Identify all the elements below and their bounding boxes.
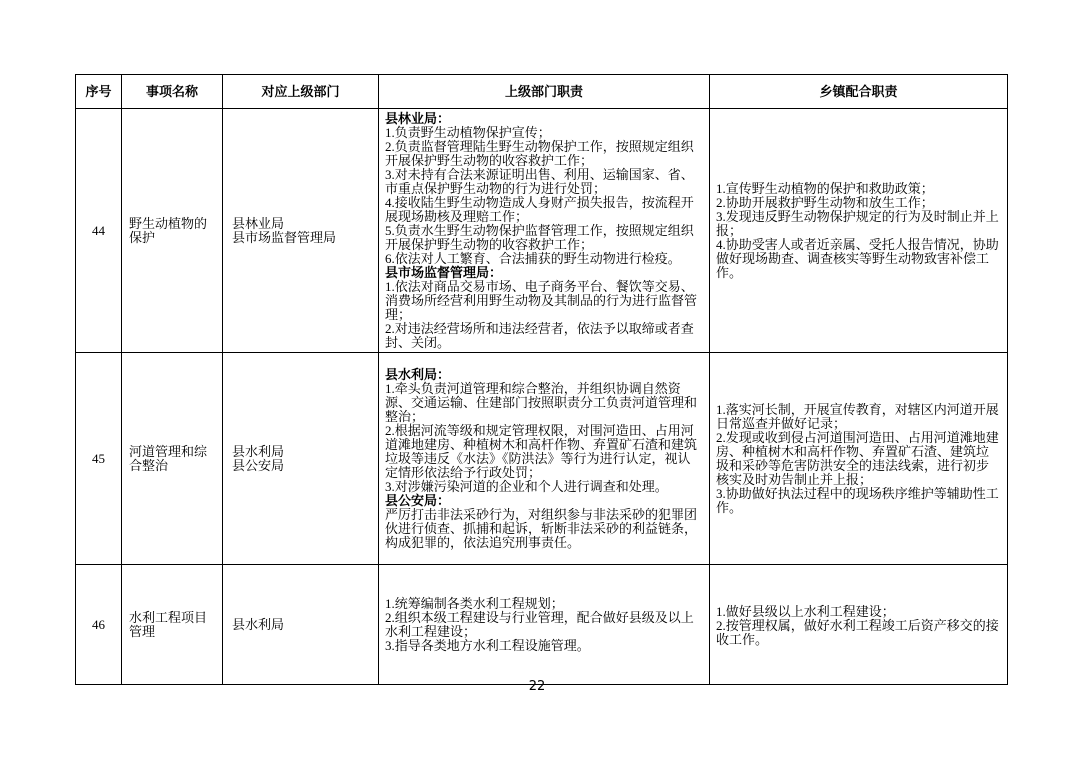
column-header-superior-department: 对应上级部门	[223, 75, 379, 109]
item-name-cell: 野生动植物的保护	[122, 109, 223, 353]
column-header-seq: 序号	[76, 75, 122, 109]
item-name-cell: 河道管理和综合整治	[122, 353, 223, 565]
table-row	[76, 565, 1008, 685]
column-header-township-duties: 乡镇配合职责	[710, 75, 1008, 109]
column-header-superior-duties: 上级部门职责	[379, 75, 710, 109]
township-duties-cell: 1.宣传野生动植物的保护和救助政策； 2.协助开展救护野生动物和放生工作； 3.发现违反野生动物保护规定的行为及时制止并上报； 4.协助受害人或者近亲属、受托人报告情况，协助做好现场勘查、调查核实等野生动物致害补偿工作。	[710, 109, 1008, 353]
superior-department-cell: 县林业局 县市场监督管理局	[223, 109, 379, 353]
township-duties-cell: 1.落实河长制，开展宣传教育，对辖区内河道开展日常巡查并做好记录； 2.发现或收到侵占河道围河造田、占用河道滩地建房、种植树木和高杆作物、弃置矿石渣、建筑垃圾和采砂等危害防洪安全的违法线索，进行初步核实及时劝告制止并上报； 3.协助做好执法过程中的现场秩序维护等辅助性工作。	[710, 353, 1008, 565]
page-number: 22	[528, 679, 546, 694]
seq-cell: 46	[76, 565, 122, 685]
superior-duties-cell: 1.统筹编制各类水利工程规划； 2.组织本级工程建设与行业管理，配合做好县级及以上水利工程建设； 3.指导各类地方水利工程设施管理。	[379, 565, 710, 685]
table-row	[76, 353, 1008, 565]
superior-department-cell: 县水利局 县公安局	[223, 353, 379, 565]
column-header-item-name: 事项名称	[122, 75, 223, 109]
seq-cell: 45	[76, 353, 122, 565]
superior-department-cell: 县水利局	[223, 565, 379, 685]
township-duties-cell: 1.做好县级以上水利工程建设； 2.按管理权属，做好水利工程竣工后资产移交的接收工作。	[710, 565, 1008, 685]
document-page	[75, 74, 1007, 685]
superior-duties-cell: 县水利局： 1.牵头负责河道管理和综合整治，并组织协调自然资源、交通运输、住建部门按照职责分工负责河道管理和整治； 2.根据河流等级和规定管理权限，对围河造田、占用河道滩地建房、种植树木和高杆作物、弃置矿石渣和建筑垃圾等违反《水法》《防洪法》等行为进行认定，视认定情形依法给予行政处罚； 3.对涉嫌污染河道的企业和个人进行调查和处理。 县公安局： 严厉打击非法采砂行为，对组织参与非法采砂的犯罪团伙进行侦查、抓捕和起诉，斩断非法采砂的利益链条，构成犯罪的，依法追究刑事责任。	[379, 353, 710, 565]
duties-table	[75, 74, 1008, 685]
superior-duties-cell: 县林业局： 1.负责野生动植物保护宣传； 2.负责监督管理陆生野生动物保护工作，按照规定组织开展保护野生动物的收容救护工作； 3.对未持有合法来源证明出售、利用、运输国家、省、市重点保护野生动物的行为进行处罚； 4.接收陆生野生动物造成人身财产损失报告，按流程开展现场勘核及理赔工作； 5.负责水生野生动物保护监督管理工作，按照规定组织开展保护野生动物的收容救护工作； 6.依法对人工繁育、合法捕获的野生动物进行检疫。 县市场监督管理局： 1.依法对商品交易市场、电子商务平台、餐饮等交易、消费场所经营利用野生动物及其制品的行为进行监督管理； 2.对违法经营场所和违法经营者，依法予以取缔或者查封、关闭。	[379, 109, 710, 353]
table-row	[76, 109, 1008, 353]
table-header-row	[76, 75, 1008, 109]
seq-cell: 44	[76, 109, 122, 353]
item-name-cell: 水利工程项目管理	[122, 565, 223, 685]
